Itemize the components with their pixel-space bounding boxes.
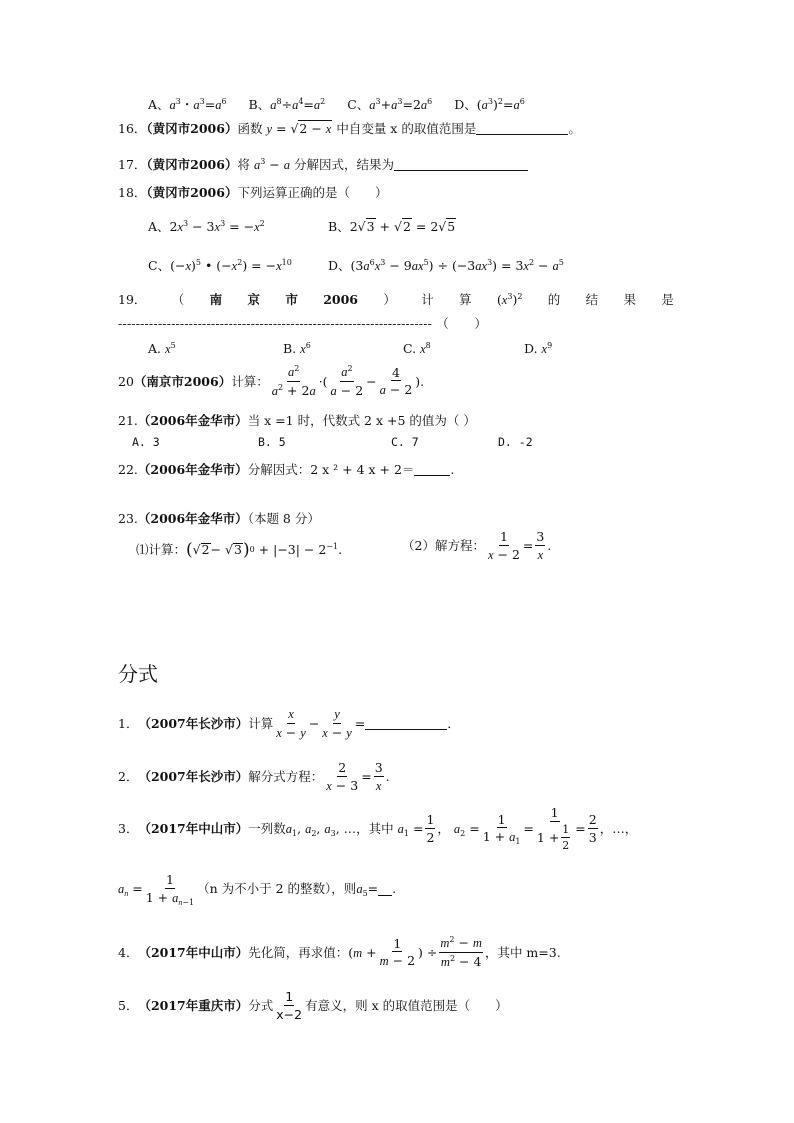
answer-blank[interactable] [414,463,450,476]
q21-option-d: D. -2 [498,435,533,449]
fraction-question-4: 4． （2017年中山市） 先化简，再求值： (m + $\frac{1}{m - 2}$ ) ÷ $\frac{m^2 - m}{m^2 - 4}$ ，其中 m=3. [118,935,561,969]
answer-blank[interactable] [476,122,568,135]
question-18: 18．（黄冈市2006）下列运算正确的是（ ） [118,185,388,200]
q15-option-d: D、$(a^3)^2=a^6$ [454,97,525,112]
q21-option-b: B. 5 [258,435,286,449]
q19-option-d: D. $x^9$ [524,341,553,356]
fraction-question-2: 2． （2007年长沙市） 解分式方程： $\frac{2}{x - 3}$ = $\frac{3}{x}$ . [118,760,390,793]
q18-option-c: C、$(-x)^5$ • $(-x^2) = -x^{10}$ [148,258,292,273]
q21-option-c: C. 7 [391,435,419,449]
question-20: 20 （南京市2006） 计算： $\frac{a^2}{a^2 + 2a}$ ·( $\frac{a^2}{a - 2}$ − $\frac{4}{a - 2}$ ). [118,364,425,398]
answer-blank[interactable] [365,717,447,730]
q19-option-a: A. $x^5$ [148,341,176,356]
q19-dashes: ----------------------------------------------------------------------- （ ） [118,316,488,331]
q18-option-a: A、$2x^3 - 3x^3 = -x^2$ [148,219,265,234]
q15-option-a: A、$a^3$・$a^3=a^6$ [148,97,227,112]
fraction-question-3: 3． （2017年中山市） 一列数 $a_1$, $a_2$, $a_3$, … ，其中 $a_1$ = $\frac{1}{2}$ ， $a_2$ = $\frac{1}{1 + a_1}$ = 1 1 + $\frac{1}{2}$ = $\frac{2}{3}$ ，…， [118,805,638,852]
fraction-question-1: 1． （2007年长沙市） 计算 $\frac{x}{x - y}$ − $\frac{y}{x - y}$ = ． [118,707,460,740]
question-19: 19． （ 南 京 市 2006 ） 计 算 $(x^3)^2$ 的 结 果 是 [118,292,674,307]
q15-option-b: B、$a^8\div a^4=a^2$ [248,97,326,112]
section-title: 分式 [118,662,158,686]
q23-part-2: （2）解方程： $\frac{1}{x - 2}$ = $\frac{3}{x}$ . [402,529,552,562]
q23-part-1: ⑴计算： ( √ 2 − √ 3 ) 0 + $|-3| - 2^{-1}$. [136,539,343,560]
fraction-question-5: 5． （2017年重庆市） 分式 $\frac{1}{x-2}$ 有意义，则 x 的取值范围是（ ） [118,989,508,1022]
question-22: 22.（2006年金华市）分解因式：2 x ² + 4 x + 2＝ . [118,462,455,477]
fraction-question-3-cont: $a_n$ = $\frac{1}{1 + a_{n-1}}$ （n 为不小于 2 的整数），则 $a_5=$ . [118,872,397,907]
question-21: 21.（2006年金华市）当 x =1 时，代数式 2 x +5 的值为（ ） [118,413,476,428]
question-23: 23.（2006年金华市）（本题 8 分） [118,511,320,526]
question-17: 17．（黄冈市2006）将 $a^3 - a$ 分解因式，结果为 [118,158,528,172]
question-16: 16．（黄冈市2006）函数 y = √2 − x 中自变量 x 的取值范围是 。 [118,121,581,136]
q15-option-c: C、$a^3+a^3=2a^6$ [347,97,433,112]
q18-option-d: D、$(3a^6x^3 - 9ax^5) \div (-3ax^3) = 3x^2 - a^5$ [328,258,564,273]
q19-option-c: C. $x^8$ [403,341,431,356]
answer-blank[interactable] [378,883,392,896]
q19-option-b: B. $x^6$ [283,341,311,356]
q21-option-a: A. 3 [132,435,160,449]
q18-option-b: B、2√3 + √2 = 2√5 [328,219,456,234]
answer-blank[interactable] [394,158,528,171]
q15-options [148,99,525,112]
